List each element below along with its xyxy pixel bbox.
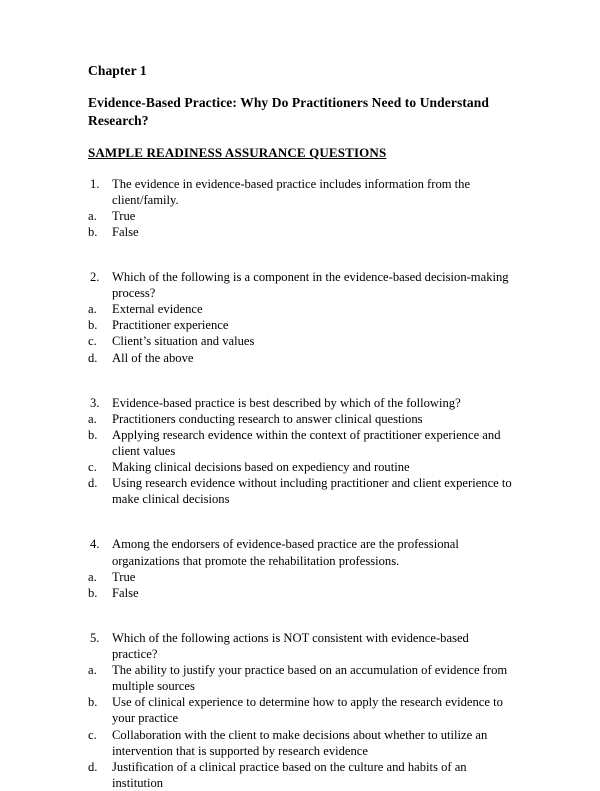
- answer-option[interactable]: [88, 569, 512, 585]
- option-text: Applying research evidence within the context of practitioner experience and client values: [112, 427, 501, 458]
- option-text: True: [112, 569, 136, 584]
- question-number: 1.: [90, 176, 100, 191]
- answer-options: [88, 301, 512, 365]
- answer-options: [88, 411, 512, 508]
- option-text: Use of clinical experience to determine how to apply the research evidence to your practice: [112, 695, 503, 726]
- question-number: 4.: [90, 537, 100, 552]
- answer-option[interactable]: [88, 759, 512, 791]
- option-text: Using research evidence without including practitioner and client experience to make clinical decisions: [112, 476, 512, 507]
- option-marker: c.: [88, 334, 97, 349]
- option-marker: a.: [88, 302, 97, 317]
- question-block: [88, 630, 512, 791]
- page-title: Evidence-Based Practice: Why Do Practitioners Need to Understand Research?: [88, 95, 489, 129]
- question-row: [88, 269, 512, 301]
- chapter-label: Chapter 1: [88, 63, 147, 78]
- option-marker: a.: [88, 208, 97, 223]
- question-number: 2.: [90, 269, 100, 284]
- answer-options: [88, 662, 512, 791]
- option-text: False: [112, 224, 139, 239]
- option-text: Client’s situation and values: [112, 334, 255, 349]
- option-text: All of the above: [112, 350, 194, 365]
- answer-option[interactable]: [88, 333, 512, 349]
- option-text: External evidence: [112, 302, 203, 317]
- answer-options: [88, 569, 512, 601]
- question-row: [88, 395, 512, 411]
- question-row: [88, 176, 512, 208]
- answer-option[interactable]: [88, 475, 512, 507]
- question-number: 3.: [90, 395, 100, 410]
- option-text: Practitioner experience: [112, 318, 229, 333]
- answer-option[interactable]: [88, 662, 512, 694]
- answer-option[interactable]: [88, 224, 512, 240]
- answer-option[interactable]: [88, 727, 512, 759]
- answer-option[interactable]: [88, 694, 512, 726]
- question-row: [88, 630, 512, 662]
- option-text: True: [112, 208, 136, 223]
- option-marker: b.: [88, 585, 98, 600]
- section-heading: SAMPLE READINESS ASSURANCE QUESTIONS: [88, 144, 387, 160]
- answer-option[interactable]: [88, 317, 512, 333]
- question-text: Which of the following actions is NOT consistent with evidence-based practice?: [112, 630, 469, 661]
- option-marker: d.: [88, 476, 98, 491]
- answer-option[interactable]: [88, 411, 512, 427]
- option-text: Justification of a clinical practice based on the culture and habits of an institution: [112, 759, 467, 790]
- answer-option[interactable]: [88, 350, 512, 366]
- question-block: [88, 269, 512, 366]
- option-text: Practitioners conducting research to answer clinical questions: [112, 411, 423, 426]
- question-block: [88, 176, 512, 240]
- answer-option[interactable]: [88, 301, 512, 317]
- option-text: False: [112, 585, 139, 600]
- option-marker: c.: [88, 727, 97, 742]
- option-marker: a.: [88, 663, 97, 678]
- question-text: Among the endorsers of evidence-based practice are the professional organizations that promote the rehabilitation professions.: [112, 537, 459, 568]
- option-text: Collaboration with the client to make decisions about whether to utilize an intervention that is supported by research evidence: [112, 727, 488, 758]
- answer-option[interactable]: [88, 427, 512, 459]
- option-text: The ability to justify your practice based on an accumulation of evidence from multiple sources: [112, 663, 508, 694]
- question-number: 5.: [90, 630, 100, 645]
- option-marker: b.: [88, 318, 98, 333]
- answer-option[interactable]: [88, 585, 512, 601]
- option-marker: c.: [88, 460, 97, 475]
- question-text: Evidence-based practice is best described by which of the following?: [112, 395, 461, 410]
- option-marker: b.: [88, 695, 98, 710]
- question-text: Which of the following is a component in the evidence-based decision-making process?: [112, 269, 509, 301]
- option-marker: d.: [88, 350, 98, 365]
- question-text: The evidence in evidence-based practice includes information from the client/family.: [112, 176, 471, 207]
- answer-option[interactable]: [88, 208, 512, 224]
- option-marker: a.: [88, 569, 97, 584]
- question-block: [88, 536, 512, 600]
- question-row: [88, 536, 512, 568]
- option-text: Making clinical decisions based on expediency and routine: [112, 460, 410, 475]
- question-block: [88, 395, 512, 508]
- option-marker: d.: [88, 759, 98, 774]
- option-marker: b.: [88, 427, 98, 442]
- answer-options: [88, 208, 512, 240]
- option-marker: b.: [88, 224, 98, 239]
- answer-option[interactable]: [88, 459, 512, 475]
- questions-list: [88, 176, 512, 791]
- option-marker: a.: [88, 411, 97, 426]
